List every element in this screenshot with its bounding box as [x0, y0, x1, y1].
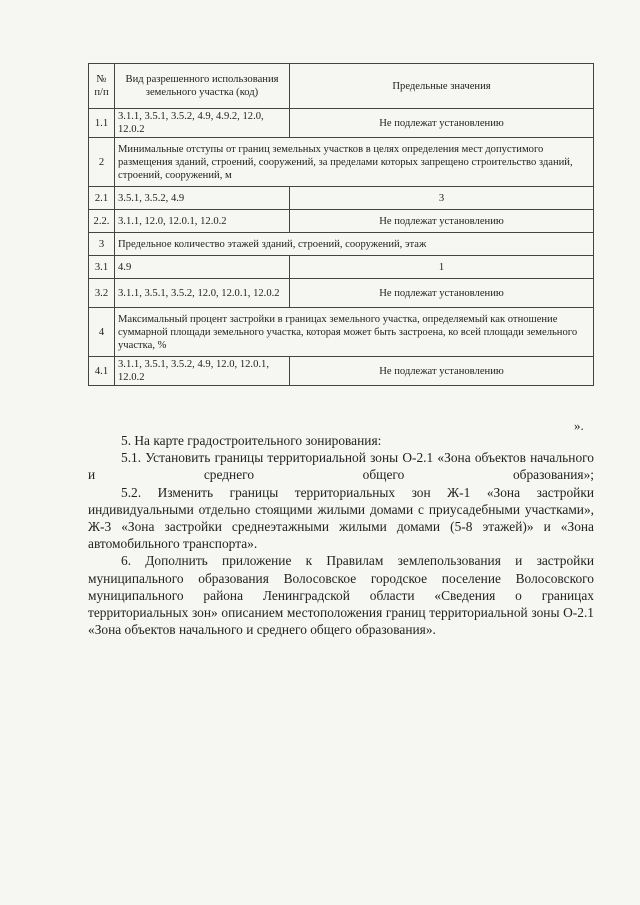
- table-row: [89, 256, 594, 279]
- row-codes: 3.1.1, 3.5.1, 3.5.2, 12.0, 12.0.1, 12.0.2: [115, 279, 290, 308]
- table-section-row: [89, 233, 594, 256]
- section-number: 2: [89, 138, 115, 187]
- header-use-type: Вид разрешенного использования земельного участка (код): [115, 64, 290, 109]
- row-value: Не подлежат установлению: [290, 279, 594, 308]
- table-row: [89, 210, 594, 233]
- table-row: [89, 279, 594, 308]
- row-codes: 3.1.1, 3.5.1, 3.5.2, 4.9, 4.9.2, 12.0, 12.0.2: [115, 109, 290, 138]
- table-row: [89, 357, 594, 386]
- document-body: [88, 432, 594, 638]
- row-codes: 4.9: [115, 256, 290, 279]
- paragraph-establish-boundaries: 5.1. Установить границы территориальной зоны О-2.1 «Зона объектов начального и среднего общего образования»;: [88, 450, 594, 483]
- row-number: 4.1: [89, 357, 115, 386]
- section-title: Максимальный процент застройки в границах земельного участка, определяемый как отношение суммарной площади земельного участка, которая может быть застроена, ко всей площади земельного участка, %: [115, 308, 594, 357]
- row-value: 1: [290, 256, 594, 279]
- table-row: [89, 109, 594, 138]
- row-number: 2.2.: [89, 210, 115, 233]
- row-value: Не подлежат установлению: [290, 357, 594, 386]
- section-title: Предельное количество этажей зданий, строений, сооружений, этаж: [115, 233, 594, 256]
- row-value: Не подлежат установлению: [290, 210, 594, 233]
- row-number: 2.1: [89, 187, 115, 210]
- header-limit-values: Предельные значения: [290, 64, 594, 109]
- section-number: 3: [89, 233, 115, 256]
- table-row: [89, 187, 594, 210]
- row-number: 3.1: [89, 256, 115, 279]
- table-section-row: [89, 308, 594, 357]
- row-value: Не подлежат установлению: [290, 109, 594, 138]
- row-codes: 3.5.1, 3.5.2, 4.9: [115, 187, 290, 210]
- table-section-row: [89, 138, 594, 187]
- section-number: 4: [89, 308, 115, 357]
- table-header-row: [89, 64, 594, 109]
- row-number: 3.2: [89, 279, 115, 308]
- row-codes: 3.1.1, 12.0, 12.0.1, 12.0.2: [115, 210, 290, 233]
- row-number: 1.1: [89, 109, 115, 138]
- closing-quote: ».: [574, 418, 584, 433]
- paragraph-change-boundaries: 5.2. Изменить границы территориальных зон Ж-1 «Зона застройки индивидуальными отдельно стоящими жилыми домами с приусадебными участками», Ж-3 «Зона застройки среднеэтажными жилыми домами (5-8 этажей)» и «Зона автомобильного транспорта».: [88, 484, 594, 552]
- row-value: 3: [290, 187, 594, 210]
- zoning-parameters-table: [88, 63, 594, 386]
- header-number: № п/п: [89, 64, 115, 109]
- section-title: Минимальные отступы от границ земельных участков в целях определения мест допустимого размещения зданий, строений, сооружений, за пределами которых запрещено строительство зданий, строений, сооружений, м: [115, 138, 594, 187]
- paragraph-zoning-map: 5. На карте градостроительного зонирования:: [121, 433, 382, 448]
- row-codes: 3.1.1, 3.5.1, 3.5.2, 4.9, 12.0, 12.0.1, 12.0.2: [115, 357, 290, 386]
- paragraph-supplement-appendix: 6. Дополнить приложение к Правилам землепользования и застройки муниципального образования Волосовское городское поселение Волосовского муниципального района Ленинградской области «Сведения о границах территориальных зон» описанием местоположения границ территориальной зоны О-2.1 «Зона объектов начального и среднего общего образования».: [88, 553, 594, 638]
